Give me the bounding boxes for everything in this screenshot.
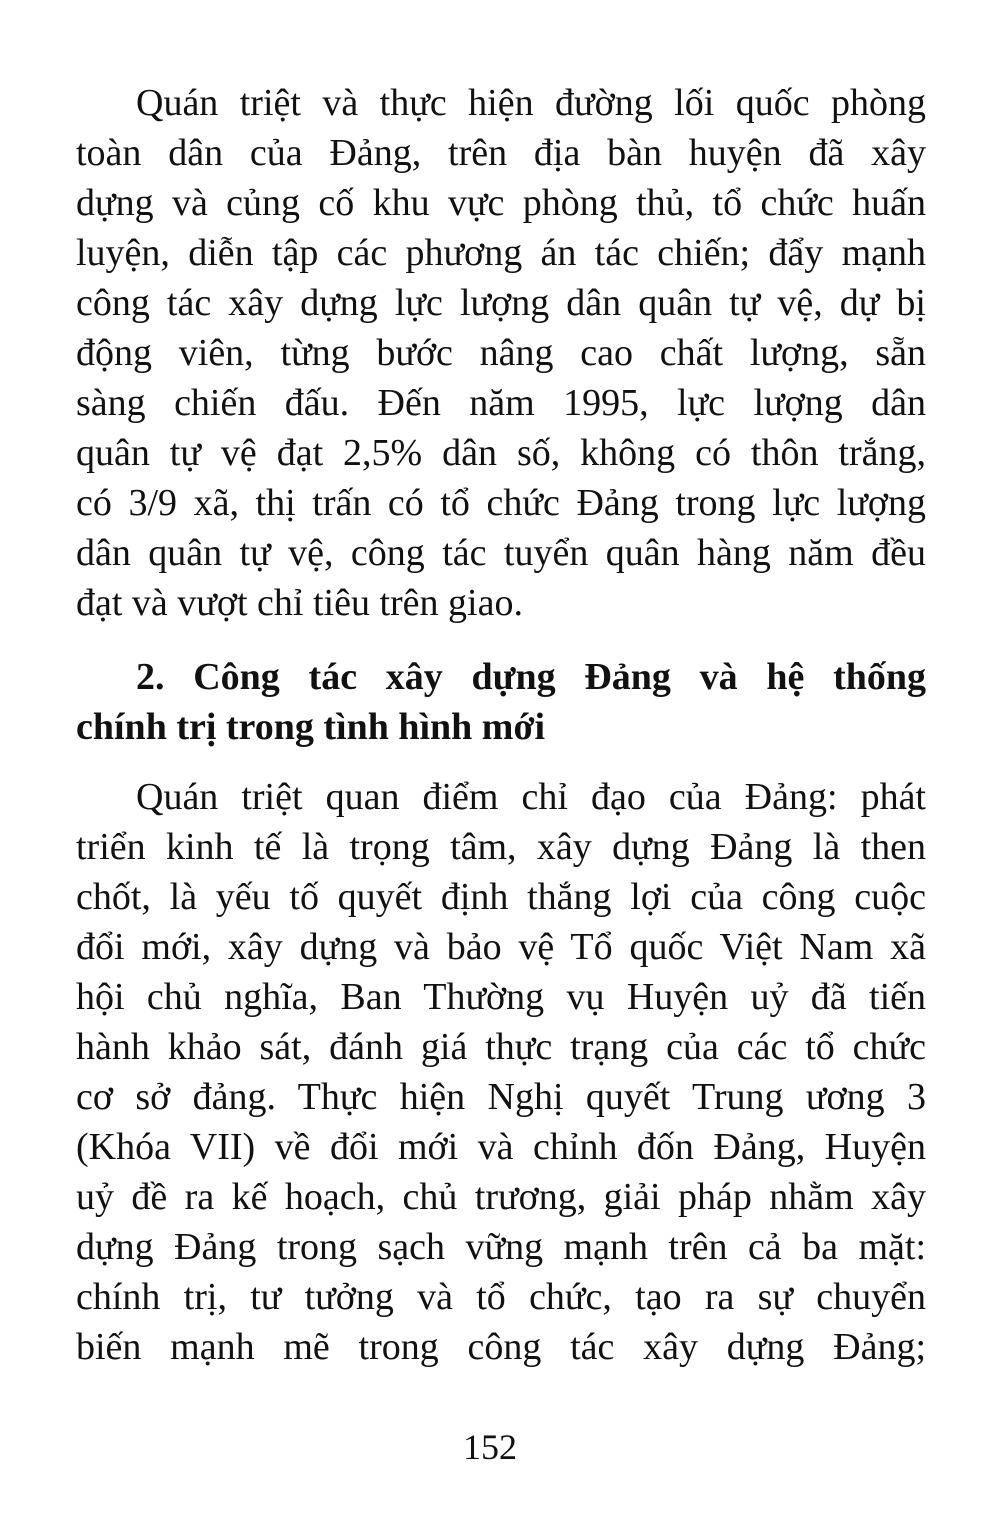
text-line: dân quân tự vệ, công tác tuyển quân hàng năm đều: [76, 532, 926, 574]
text-line: Quán triệt quan điểm chỉ đạo của Đảng: phát: [136, 776, 926, 818]
text-line: có 3/9 xã, thị trấn có tổ chức Đảng trong lực lượng: [76, 482, 926, 524]
text-line: dựng Đảng trong sạch vững mạnh trên cả ba mặt:: [76, 1226, 926, 1268]
section-heading: [76, 652, 926, 752]
page-number: 152: [463, 1427, 517, 1467]
text-line: toàn dân của Đảng, trên địa bàn huyện đã xây: [76, 132, 926, 174]
text-line: cơ sở đảng. Thực hiện Nghị quyết Trung ương 3: [76, 1076, 926, 1118]
text-line: triển kinh tế là trọng tâm, xây dựng Đảng là then: [76, 826, 926, 868]
text-line: chốt, là yếu tố quyết định thắng lợi của công cuộc: [76, 876, 926, 918]
text-line: hội chủ nghĩa, Ban Thường vụ Huyện uỷ đã tiến: [76, 976, 926, 1018]
text-line: chính trị, tư tưởng và tổ chức, tạo ra sự chuyển: [76, 1276, 926, 1318]
text-line: sàng chiến đấu. Đến năm 1995, lực lượng dân: [76, 382, 926, 424]
text-line: dựng và củng cố khu vực phòng thủ, tổ chức huấn: [76, 182, 926, 224]
text-line: uỷ đề ra kế hoạch, chủ trương, giải pháp nhằm xây: [76, 1176, 926, 1218]
text-line: Quán triệt và thực hiện đường lối quốc phòng: [136, 82, 926, 124]
text-line: luyện, diễn tập các phương án tác chiến; đẩy mạnh: [76, 232, 926, 274]
text-line: đổi mới, xây dựng và bảo vệ Tổ quốc Việt Nam xã: [76, 926, 926, 968]
text-line: hành khảo sát, đánh giá thực trạng của các tổ chức: [76, 1026, 926, 1068]
heading-line: 2. Công tác xây dựng Đảng và hệ thống: [136, 656, 926, 698]
text-line: đạt và vượt chỉ tiêu trên giao.: [76, 582, 523, 624]
paragraph-national-defense: [76, 78, 926, 628]
page-body: [76, 78, 926, 1372]
text-line: động viên, từng bước nâng cao chất lượng, sẵn: [76, 332, 926, 374]
text-line: công tác xây dựng lực lượng dân quân tự vệ, dự bị: [76, 282, 926, 324]
text-line: biến mạnh mẽ trong công tác xây dựng Đảng;: [76, 1326, 926, 1368]
heading-line: chính trị trong tình hình mới: [76, 706, 546, 748]
paragraph-party-building: [76, 772, 926, 1372]
text-line: quân tự vệ đạt 2,5% dân số, không có thôn trắng,: [76, 432, 926, 474]
text-line: (Khóa VII) về đổi mới và chỉnh đốn Đảng, Huyện: [76, 1126, 926, 1168]
